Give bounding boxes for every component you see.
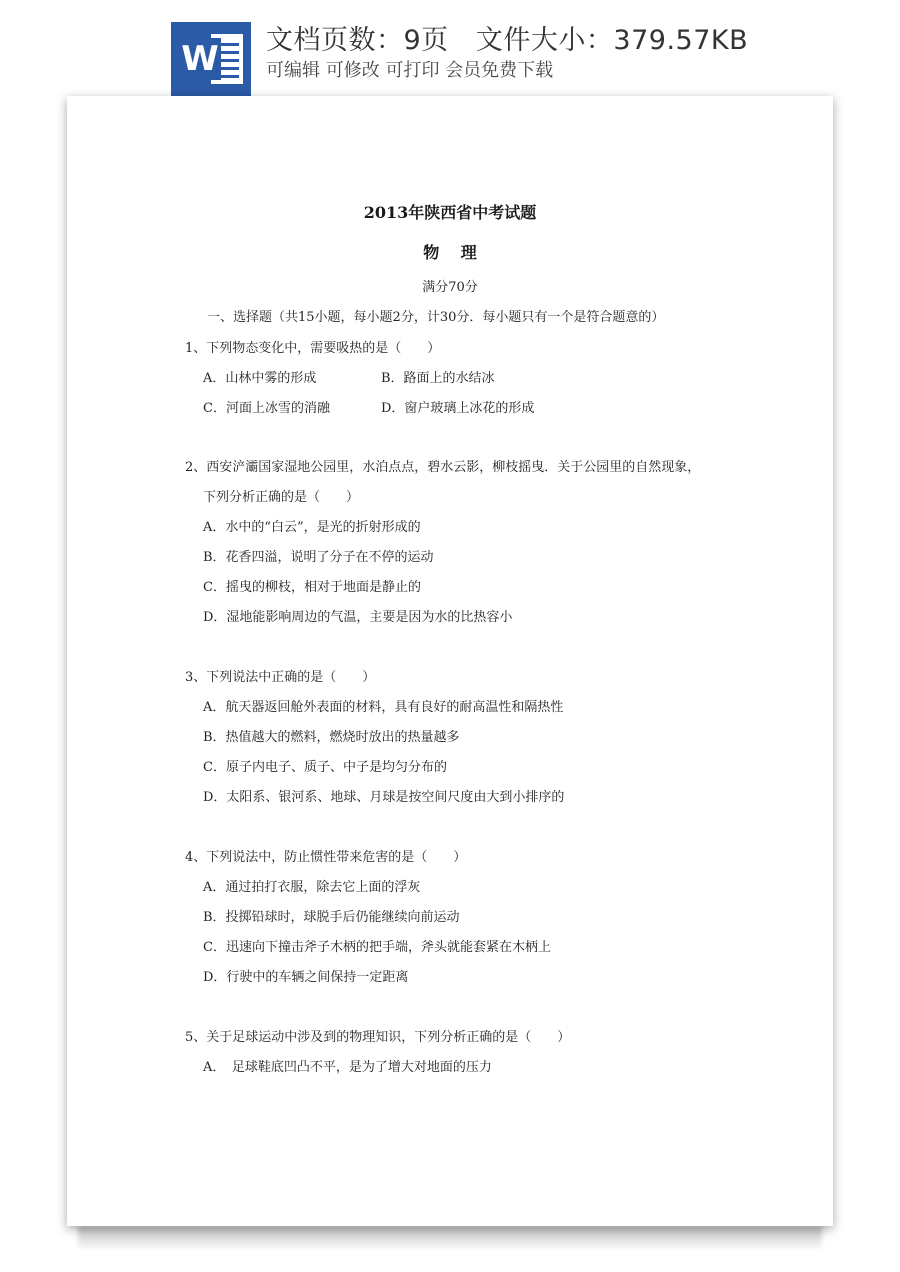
exam-subject: 物 理 xyxy=(423,243,477,262)
q4-option-d: D．行驶中的车辆之间保持一定距离 xyxy=(203,970,409,985)
question-4-stem: 4、下列说法中，防止惯性带来危害的是（ ） xyxy=(185,850,467,865)
question-1-stem: 1、下列物态变化中，需要吸热的是（ ） xyxy=(185,341,441,356)
exam-title: 2013年陕西省中考试题 xyxy=(363,203,537,222)
question-2-stem-line2: 下列分析正确的是（ ） xyxy=(203,490,360,505)
question-5-stem: 5、关于足球运动中涉及到的物理知识，下列分析正确的是（ ） xyxy=(185,1030,571,1045)
page-shadow xyxy=(78,1226,822,1248)
document-page xyxy=(67,96,833,1226)
q2-option-c: C．摇曳的柳枝，相对于地面是静止的 xyxy=(203,580,421,595)
q2-option-a: A．水中的“白云”，是光的折射形成的 xyxy=(203,520,421,535)
q1-option-c: C．河面上冰雪的消融 xyxy=(203,401,330,416)
question-3-stem: 3、下列说法中正确的是（ ） xyxy=(185,670,376,685)
q4-option-b: B．投掷铅球时，球脱手后仍能继续向前运动 xyxy=(203,910,460,925)
q4-option-c: C．迅速向下撞击斧子木柄的把手端，斧头就能套紧在木柄上 xyxy=(203,940,551,955)
q1-option-d: D．窗户玻璃上冰花的形成 xyxy=(381,401,535,416)
word-letter: W xyxy=(179,38,221,80)
q3-option-a: A．航天器返回舱外表面的材料，具有良好的耐高温性和隔热性 xyxy=(203,700,564,715)
section-heading: 一、选择题（共15小题，每小题2分，计30分．每小题只有一个是符合题意的） xyxy=(207,310,665,325)
q2-option-b: B．花香四溢，说明了分子在不停的运动 xyxy=(203,550,434,565)
question-2-stem-line1: 2、西安浐灞国家湿地公园里，水泊点点，碧水云影，柳枝摇曳．关于公园里的自然现象， xyxy=(185,460,701,475)
q3-option-c: C．原子内电子、质子、中子是均匀分布的 xyxy=(203,760,447,775)
banner-title: 文档页数：9页 文件大小：379.57KB xyxy=(266,25,749,56)
word-doc-icon xyxy=(171,22,251,96)
q4-option-a: A．通过拍打衣服，除去它上面的浮灰 xyxy=(203,880,421,895)
q3-option-b: B．热值越大的燃料，燃烧时放出的热量越多 xyxy=(203,730,460,745)
q1-option-b: B．路面上的水结冰 xyxy=(381,371,495,386)
exam-score: 满分70分 xyxy=(422,280,478,295)
q3-option-d: D．太阳系、银河系、地球、月球是按空间尺度由大到小排序的 xyxy=(203,790,565,805)
q2-option-d: D．湿地能影响周边的气温，主要是因为水的比热容小 xyxy=(203,610,513,625)
q1-option-a: A．山林中雾的形成 xyxy=(203,371,317,386)
download-banner xyxy=(0,0,900,100)
banner-subtitle: 可编辑 可修改 可打印 会员免费下载 xyxy=(266,60,554,81)
q5-option-a: A． 足球鞋底凹凸不平，是为了增大对地面的压力 xyxy=(203,1060,492,1075)
